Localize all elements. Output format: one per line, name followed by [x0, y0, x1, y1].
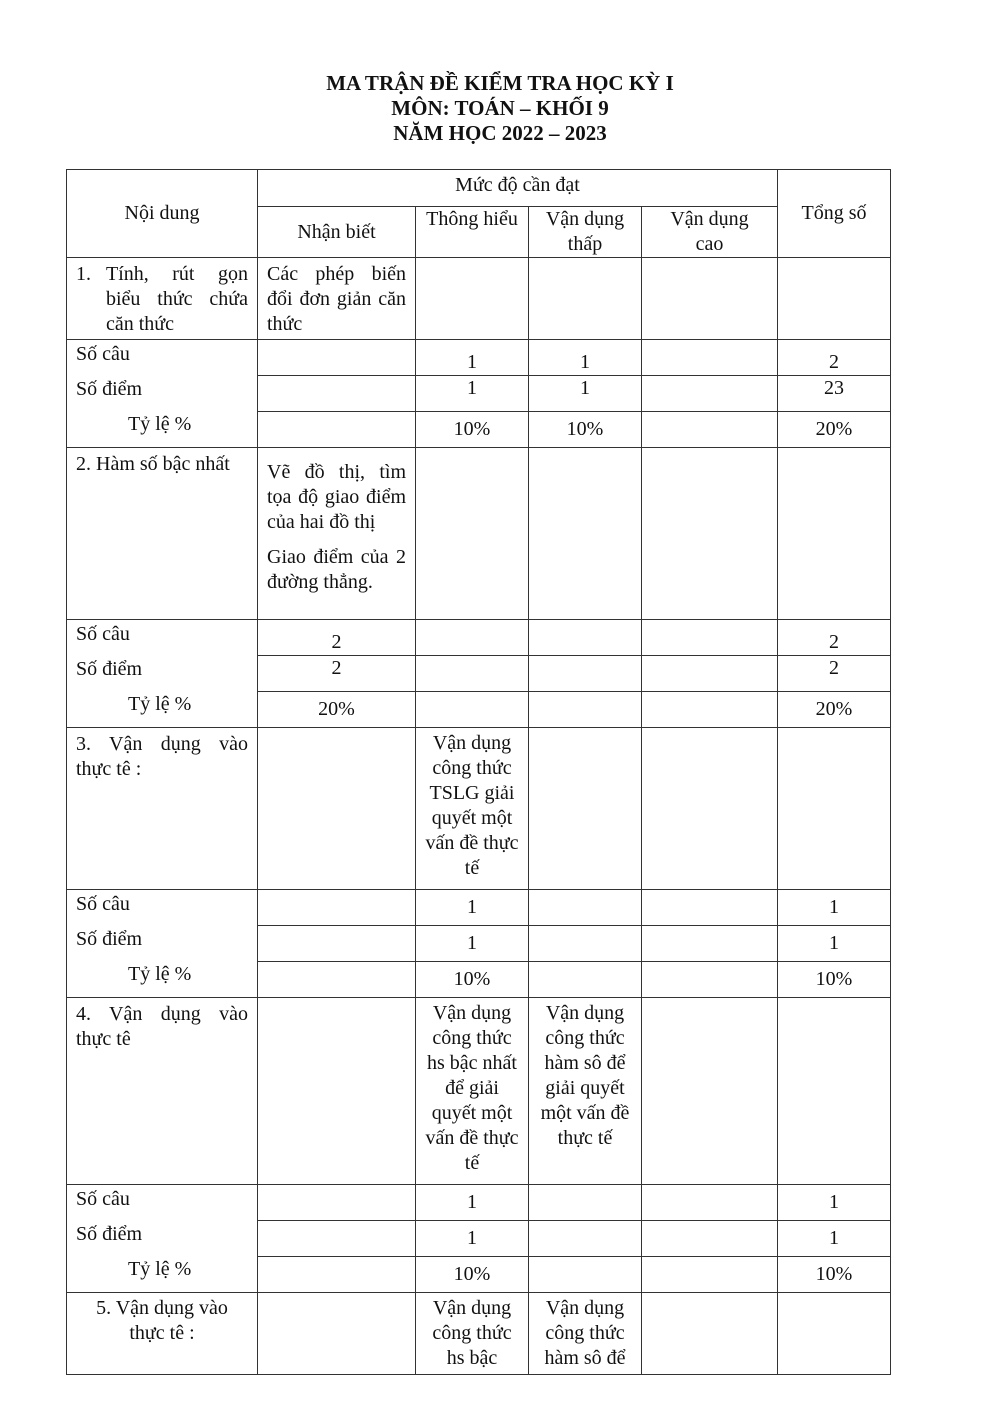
header-apply-high: Vận dụng cao	[642, 207, 778, 258]
topic-1-recognize: Các phép biến đổi đơn giản căn thức	[258, 258, 416, 340]
topic-1-p-apply: 1	[529, 376, 642, 412]
topic-4-understand: Vận dụng công thức hs bậc nhất để giải quyết một vấn đề thực tế	[416, 998, 529, 1185]
topic-2-recognize: Vẽ đồ thị, tìm tọa độ giao điểm của hai đồ thị Giao điểm của 2 đường thẳng.	[258, 448, 416, 620]
doc-title-line-3: NĂM HỌC 2022 – 2023	[393, 121, 607, 145]
topic-1-q-apply: 1	[529, 340, 642, 376]
topic-1-p-understand: 1	[416, 376, 529, 412]
header-understand: Thông hiểu	[416, 207, 529, 258]
header-apply-low: Vận dụng thấp	[529, 207, 642, 258]
topic-2-name: 2. Hàm số bậc nhất	[67, 448, 258, 620]
topic-1-q-understand: 1	[416, 340, 529, 376]
topic-5-understand: Vận dụng công thức hs bậc	[416, 1293, 529, 1375]
topic-1-p-total: 23	[778, 376, 891, 412]
topic-2-p-recognize: 2	[258, 656, 416, 692]
doc-title-line-2: MÔN: TOÁN – KHỐI 9	[391, 96, 609, 120]
header-recognize: Nhận biết	[258, 207, 416, 258]
topic-5-apply: Vận dụng công thức hàm sô để	[529, 1293, 642, 1375]
header-levels: Mức độ cần đạt	[258, 170, 778, 207]
topic-3-name: 3. Vận dụng vào thực tê :	[67, 728, 258, 890]
topic-2-labels: Số câu Số điểm Tỷ lệ %	[67, 620, 258, 728]
topic-3-labels: Số câu Số điểm Tỷ lệ %	[67, 890, 258, 998]
topic-3-understand: Vận dụng công thức TSLG giải quyết một vấn đề thực tế	[416, 728, 529, 890]
topic-1-labels: Số câu Số điểm Tỷ lệ %	[67, 340, 258, 448]
topic-4-p-total: 1	[778, 1221, 891, 1257]
topic-3-p-understand: 1	[416, 926, 529, 962]
topic-4-r-understand: 10%	[416, 1257, 529, 1293]
topic-2-p-total: 2	[778, 656, 891, 692]
topic-3-q-understand: 1	[416, 890, 529, 926]
topic-2-q-recognize: 2	[258, 620, 416, 656]
topic-1-r-total: 20%	[778, 412, 891, 448]
topic-4-q-understand: 1	[416, 1185, 529, 1221]
topic-3-r-understand: 10%	[416, 962, 529, 998]
topic-4-r-total: 10%	[778, 1257, 891, 1293]
topic-3-r-total: 10%	[778, 962, 891, 998]
topic-2-r-recognize: 20%	[258, 692, 416, 728]
topic-2-r-total: 20%	[778, 692, 891, 728]
topic-1-r-apply: 10%	[529, 412, 642, 448]
topic-3-p-total: 1	[778, 926, 891, 962]
topic-1-r-understand: 10%	[416, 412, 529, 448]
topic-1-name: 1. Tính, rút gọn biểu thức chứa căn thức	[67, 258, 258, 340]
topic-4-name: 4. Vận dụng vào thực tê	[67, 998, 258, 1185]
topic-4-labels: Số câu Số điểm Tỷ lệ %	[67, 1185, 258, 1293]
topic-4-p-understand: 1	[416, 1221, 529, 1257]
exam-matrix-table	[66, 169, 891, 1375]
topic-5-name: 5. Vận dụng vào thực tê :	[67, 1293, 258, 1375]
topic-4-q-total: 1	[778, 1185, 891, 1221]
topic-3-q-total: 1	[778, 890, 891, 926]
topic-1-q-total: 2	[778, 340, 891, 376]
topic-2-q-total: 2	[778, 620, 891, 656]
header-content: Nội dung	[67, 170, 258, 258]
topic-4-apply: Vận dụng công thức hàm sô để giải quyết một vấn đề thực tế	[529, 998, 642, 1185]
doc-title-line-1: MA TRẬN ĐỀ KIỂM TRA HỌC KỲ I	[326, 71, 674, 95]
header-total: Tổng số	[778, 170, 891, 258]
